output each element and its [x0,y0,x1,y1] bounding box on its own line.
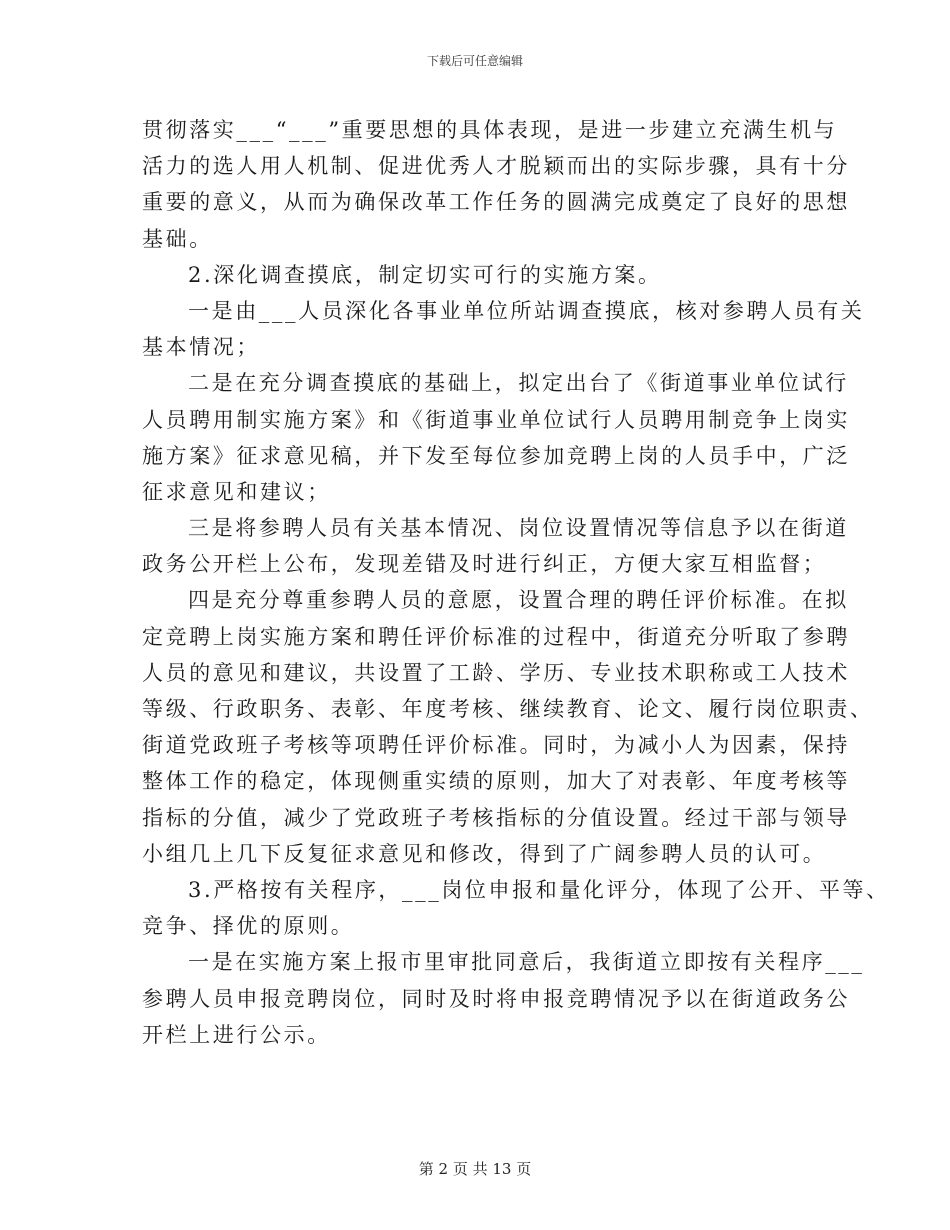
text-line: 街道党政班子考核等项聘任评价标准。同时，为减小人为因素，保持 [142,733,850,758]
page-header-note: 下载后可任意编辑 [426,54,523,68]
text-line: 政务公开栏上公布，发现差错及时进行纠正，方便大家互相监督； [142,552,827,577]
text-line: 贯彻落实___“___”重要思想的具体表现，是进一步建立充满生机与 [142,118,838,142]
text-line: 施方案》征求意见稿，并下发至每位参加竞聘上岗的人员手中，广泛 [142,443,850,468]
text-line: 指标的分值，减少了党政班子考核指标的分值设置。经过干部与领导 [142,805,850,830]
section-heading: 2.深化调查摸底，制定切实可行的实施方案。 [188,262,662,287]
text-line: 三是将参聘人员有关基本情况、岗位设置情况等信息予以在街道 [188,516,849,541]
text-line: 开栏上进行公示。 [142,1022,331,1047]
document-body [142,112,890,1053]
text-line: 整体工作的稳定，体现侧重实绩的原则，加大了对表彰、年度考核等 [142,769,850,794]
text-line: 一是在实施方案上报市里审批同意后，我街道立即按有关程序___ [188,950,865,975]
text-line: 二是在充分调查摸底的基础上，拟定出台了《街道事业单位试行 [188,371,849,396]
text-line: 重要的意义，从而为确保改革工作任务的圆满完成奠定了良好的思想 [142,190,850,215]
page-number: 第 2 页 共 13 页 [418,1160,532,1178]
text-line: 基本情况； [142,335,260,360]
text-line: 等级、行政职务、表彰、年度考核、继续教育、论文、履行岗位职责、 [142,697,874,721]
text-line: 人员聘用制实施方案》和《街道事业单位试行人员聘用制竞争上岗实 [142,407,850,432]
text-line: 活力的选人用人机制、促进优秀人才脱颖而出的实际步骤，具有十分 [142,154,850,179]
text-line: 人员的意见和建议，共设置了工龄、学历、专业技术职称或工人技术 [142,660,850,685]
text-line: 定竞聘上岗实施方案和聘任评价标准的过程中，街道充分听取了参聘 [142,624,850,649]
text-line: 参聘人员申报竞聘岗位，同时及时将申报竞聘情况予以在街道政务公 [142,986,850,1011]
text-line: 一是由___人员深化各事业单位所站调查摸底，核对参聘人员有关 [188,298,865,323]
text-line: 基础。 [142,226,213,251]
text-line: 征求意见和建议； [142,479,331,504]
section-heading: 3.严格按有关程序，___岗位申报和量化评分，体现了公开、平等、 [188,877,890,902]
text-line: 小组几上几下反复征求意见和修改，得到了广阔参聘人员的认可。 [142,841,827,866]
text-line: 竞争、择优的原则。 [142,914,355,939]
text-line: 四是充分尊重参聘人员的意愿，设置合理的聘任评价标准。在拟 [188,588,849,613]
